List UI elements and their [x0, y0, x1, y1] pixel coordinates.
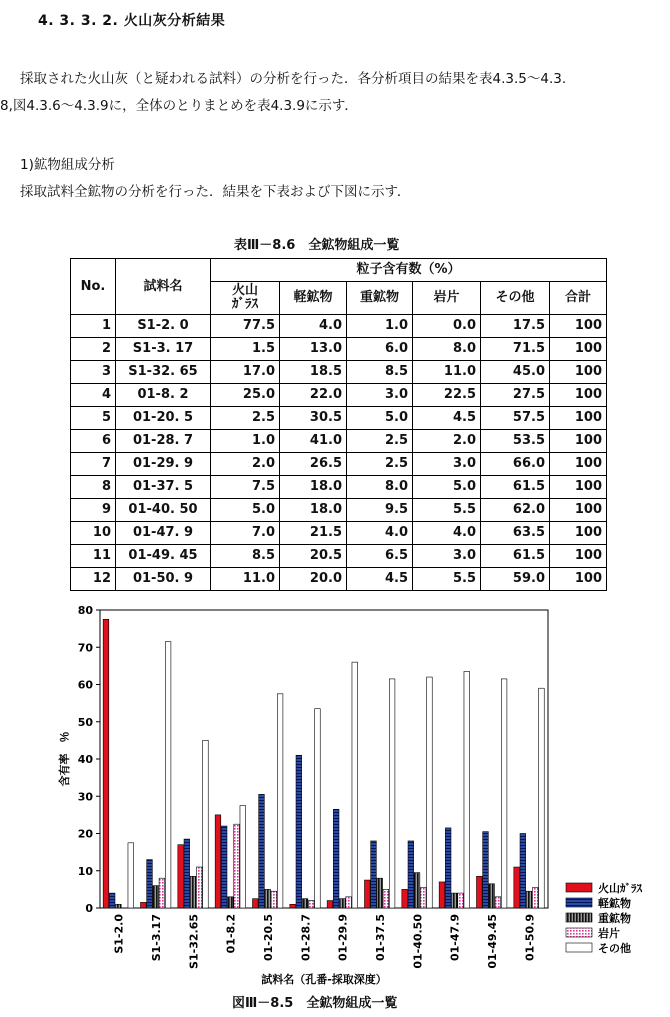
- value-cell: 18.5: [280, 361, 347, 384]
- x-tick-label: 01-29.9: [336, 914, 350, 962]
- row-number: 4: [71, 384, 116, 407]
- value-cell: 1.0: [211, 430, 280, 453]
- bar-5: [203, 740, 209, 908]
- bar-3: [526, 891, 532, 908]
- table-row: [71, 453, 607, 476]
- table-row: [71, 384, 607, 407]
- table-row: [71, 361, 607, 384]
- value-cell: 1.0: [347, 315, 413, 338]
- value-cell: 11.0: [413, 361, 481, 384]
- sample-name-cell: S1-2. 0: [116, 315, 211, 338]
- bar-3: [452, 893, 458, 908]
- value-cell: 4.5: [347, 568, 413, 591]
- bar-3: [265, 889, 271, 908]
- value-cell: 18.0: [280, 499, 347, 522]
- legend-label: その他: [598, 942, 631, 955]
- y-tick-label: 0: [85, 902, 93, 915]
- y-tick-label: 30: [77, 790, 93, 804]
- value-cell: 26.5: [280, 453, 347, 476]
- row-number: 5: [71, 407, 116, 430]
- bar-3: [153, 886, 159, 908]
- bar-1: [178, 845, 184, 908]
- sample-name-cell: 01-28. 7: [116, 430, 211, 453]
- value-cell: 3.0: [413, 453, 481, 476]
- bar-1: [141, 902, 147, 908]
- sample-name-cell: 01-8. 2: [116, 384, 211, 407]
- bar-1: [327, 901, 333, 908]
- table-caption: 表Ⅲ－8.6 全鉱物組成一覧: [234, 238, 400, 253]
- x-axis-label: 試料名（孔番-採取深度）: [261, 973, 387, 986]
- bar-2: [296, 755, 302, 908]
- legend-swatch: [566, 898, 592, 907]
- bar-3: [377, 878, 383, 908]
- table-row: [71, 499, 607, 522]
- value-cell: 45.0: [481, 361, 550, 384]
- legend-label: 火山ｶﾞﾗｽ: [598, 882, 642, 895]
- bar-5: [240, 806, 246, 908]
- row-number: 1: [71, 315, 116, 338]
- value-cell: 25.0: [211, 384, 280, 407]
- bar-4: [383, 889, 389, 908]
- value-cell: 13.0: [280, 338, 347, 361]
- bar-4: [308, 901, 314, 908]
- bar-4: [532, 888, 538, 908]
- intro-paragraph: [0, 66, 640, 120]
- legend-swatch: [566, 943, 592, 952]
- bar-3: [340, 899, 346, 908]
- legend-swatch: [566, 928, 592, 937]
- bar-4: [196, 867, 202, 908]
- y-tick-label: 60: [77, 678, 93, 692]
- value-cell: 62.0: [481, 499, 550, 522]
- bar-3: [414, 873, 420, 908]
- sample-name-cell: S1-3. 17: [116, 338, 211, 361]
- row-number: 6: [71, 430, 116, 453]
- value-cell: 21.5: [280, 522, 347, 545]
- value-cell: 27.5: [481, 384, 550, 407]
- value-cell: 4.0: [280, 315, 347, 338]
- value-cell: 2.0: [413, 430, 481, 453]
- header-total: 合計: [550, 282, 607, 315]
- value-cell: 20.5: [280, 545, 347, 568]
- value-cell: 71.5: [481, 338, 550, 361]
- row-number: 12: [71, 568, 116, 591]
- bar-3: [190, 876, 196, 908]
- header-no: No.: [71, 259, 116, 315]
- bar-2: [184, 839, 190, 908]
- bar-1: [514, 867, 520, 908]
- bar-1: [365, 880, 371, 908]
- row-number: 11: [71, 545, 116, 568]
- value-cell: 17.0: [211, 361, 280, 384]
- value-cell: 7.0: [211, 522, 280, 545]
- x-tick-label: S1-32.65: [187, 914, 201, 969]
- row-number: 3: [71, 361, 116, 384]
- value-cell: 18.0: [280, 476, 347, 499]
- bar-2: [520, 834, 526, 909]
- value-cell: 9.5: [347, 499, 413, 522]
- y-tick-label: 70: [77, 641, 93, 655]
- bar-1: [215, 815, 221, 908]
- value-cell: 30.5: [280, 407, 347, 430]
- bar-4: [159, 878, 165, 908]
- row-number: 10: [71, 522, 116, 545]
- bar-3: [302, 899, 308, 908]
- y-tick-label: 40: [77, 753, 93, 766]
- bar-1: [290, 904, 296, 908]
- bar-2: [445, 828, 451, 908]
- header-group: 粒子含有数（%）: [211, 259, 607, 282]
- sample-name-cell: S1-32. 65: [116, 361, 211, 384]
- value-cell: 5.5: [413, 568, 481, 591]
- bar-2: [483, 832, 489, 908]
- bar-2: [408, 841, 414, 908]
- bar-4: [346, 897, 352, 908]
- value-cell: 2.0: [211, 453, 280, 476]
- bar-5: [389, 679, 395, 908]
- legend-label: 重鉱物: [598, 912, 631, 925]
- subsection-text: 採取試料全鉱物の分析を行った．結果を下表および下図に示す．: [20, 184, 411, 200]
- x-tick-label: 01-49.45: [486, 914, 499, 969]
- x-tick-label: 01-8.2: [224, 914, 238, 954]
- bar-3: [116, 904, 122, 908]
- bar-1: [439, 882, 445, 908]
- sample-name-cell: 01-40. 50: [116, 499, 211, 522]
- bar-5: [165, 642, 171, 908]
- bar-4: [420, 888, 426, 908]
- intro-line-2: 8,図4.3.6～4.3.9に，全体のとりまとめを表4.3.9に示す．: [0, 98, 358, 114]
- bar-4: [234, 824, 240, 908]
- header-rock-fragment: 岩片: [413, 282, 481, 315]
- value-cell: 5.0: [211, 499, 280, 522]
- value-cell: 41.0: [280, 430, 347, 453]
- value-cell: 100: [550, 338, 607, 361]
- value-cell: 3.0: [347, 384, 413, 407]
- value-cell: 61.5: [481, 476, 550, 499]
- value-cell: 5.0: [413, 476, 481, 499]
- value-cell: 4.0: [347, 522, 413, 545]
- x-tick-label: 01-40.50: [411, 914, 425, 969]
- legend-label: 軽鉱物: [598, 897, 631, 910]
- row-number: 8: [71, 476, 116, 499]
- value-cell: 8.0: [347, 476, 413, 499]
- bar-4: [495, 897, 501, 908]
- value-cell: 6.5: [347, 545, 413, 568]
- y-tick-label: 20: [77, 827, 93, 841]
- x-tick-label: 01-47.9: [448, 914, 462, 962]
- y-tick-label: 80: [77, 604, 93, 617]
- table-row: [71, 407, 607, 430]
- x-tick-label: S1-3.17: [150, 914, 163, 962]
- value-cell: 8.0: [413, 338, 481, 361]
- value-cell: 1.5: [211, 338, 280, 361]
- bar-1: [253, 899, 259, 908]
- x-tick-label: 01-20.5: [262, 914, 275, 962]
- table-row: [71, 476, 607, 499]
- bar-2: [333, 809, 339, 908]
- row-number: 9: [71, 499, 116, 522]
- value-cell: 77.5: [211, 315, 280, 338]
- bar-5: [539, 688, 545, 908]
- value-cell: 7.5: [211, 476, 280, 499]
- bar-4: [271, 891, 277, 908]
- value-cell: 100: [550, 430, 607, 453]
- value-cell: 8.5: [211, 545, 280, 568]
- mineral-composition-table: [70, 258, 607, 591]
- value-cell: 3.0: [413, 545, 481, 568]
- bar-5: [315, 709, 321, 908]
- value-cell: 100: [550, 476, 607, 499]
- sample-name-cell: 01-50. 9: [116, 568, 211, 591]
- x-tick-label: 01-28.7: [299, 914, 313, 962]
- header-other: その他: [481, 282, 550, 315]
- value-cell: 100: [550, 361, 607, 384]
- value-cell: 4.5: [413, 407, 481, 430]
- row-number: 2: [71, 338, 116, 361]
- bar-5: [128, 843, 134, 908]
- value-cell: 66.0: [481, 453, 550, 476]
- header-volcanic-glass: 火山 ｶﾞﾗｽ: [211, 282, 280, 315]
- bar-1: [103, 619, 109, 908]
- value-cell: 100: [550, 545, 607, 568]
- sample-name-cell: 01-37. 5: [116, 476, 211, 499]
- row-number: 7: [71, 453, 116, 476]
- value-cell: 2.5: [347, 430, 413, 453]
- subsection-heading: 1)鉱物組成分析: [20, 157, 115, 173]
- bar-5: [501, 679, 507, 908]
- bar-5: [427, 677, 433, 908]
- value-cell: 100: [550, 315, 607, 338]
- value-cell: 5.0: [347, 407, 413, 430]
- table-row: [71, 430, 607, 453]
- bar-3: [489, 884, 495, 908]
- table-row: [71, 568, 607, 591]
- bar-5: [277, 694, 283, 908]
- header-sample: 試料名: [116, 259, 211, 315]
- legend-swatch: [566, 913, 592, 922]
- table-row: [71, 545, 607, 568]
- bar-2: [109, 893, 115, 908]
- bar-1: [477, 876, 483, 908]
- bar-3: [228, 897, 234, 908]
- x-tick-label: 01-50.9: [523, 914, 537, 962]
- value-cell: 20.0: [280, 568, 347, 591]
- figure-caption: 図Ⅲ－8.5 全鉱物組成一覧: [232, 996, 398, 1011]
- y-tick-label: 50: [77, 715, 93, 729]
- value-cell: 53.5: [481, 430, 550, 453]
- header-light-mineral: 軽鉱物: [280, 282, 347, 315]
- sample-name-cell: 01-29. 9: [116, 453, 211, 476]
- value-cell: 100: [550, 453, 607, 476]
- sample-name-cell: 01-47. 9: [116, 522, 211, 545]
- value-cell: 100: [550, 522, 607, 545]
- legend-swatch: [566, 883, 592, 892]
- value-cell: 57.5: [481, 407, 550, 430]
- table-row: [71, 315, 607, 338]
- mineral-composition-chart: [0, 600, 670, 1017]
- bar-4: [458, 893, 464, 908]
- value-cell: 8.5: [347, 361, 413, 384]
- value-cell: 11.0: [211, 568, 280, 591]
- bar-5: [464, 671, 470, 908]
- bar-2: [371, 841, 377, 908]
- intro-line-1: 採取された火山灰（と疑われる試料）の分析を行った．各分析項目の結果を表4.3.5～4.3.: [20, 71, 567, 87]
- y-tick-label: 10: [77, 864, 93, 878]
- header-heavy-mineral: 重鉱物: [347, 282, 413, 315]
- value-cell: 22.0: [280, 384, 347, 407]
- bar-2: [221, 826, 227, 908]
- value-cell: 59.0: [481, 568, 550, 591]
- section-heading: 4. 3. 3. 2. 火山灰分析結果: [38, 13, 226, 29]
- value-cell: 63.5: [481, 522, 550, 545]
- table-row: [71, 338, 607, 361]
- sample-name-cell: 01-49. 45: [116, 545, 211, 568]
- value-cell: 2.5: [211, 407, 280, 430]
- bar-2: [259, 794, 265, 908]
- legend-label: 岩片: [598, 927, 620, 940]
- value-cell: 61.5: [481, 545, 550, 568]
- value-cell: 0.0: [413, 315, 481, 338]
- bar-1: [402, 889, 408, 908]
- value-cell: 5.5: [413, 499, 481, 522]
- bar-2: [147, 860, 153, 908]
- table-row: [71, 522, 607, 545]
- value-cell: 100: [550, 407, 607, 430]
- x-tick-label: S1-2.0: [112, 914, 126, 954]
- value-cell: 100: [550, 384, 607, 407]
- sample-name-cell: 01-20. 5: [116, 407, 211, 430]
- value-cell: 6.0: [347, 338, 413, 361]
- value-cell: 22.5: [413, 384, 481, 407]
- value-cell: 17.5: [481, 315, 550, 338]
- value-cell: 2.5: [347, 453, 413, 476]
- bar-5: [352, 662, 358, 908]
- x-tick-label: 01-37.5: [374, 914, 387, 962]
- value-cell: 100: [550, 499, 607, 522]
- y-axis-label: 含有率 ％: [58, 731, 71, 787]
- value-cell: 4.0: [413, 522, 481, 545]
- value-cell: 100: [550, 568, 607, 591]
